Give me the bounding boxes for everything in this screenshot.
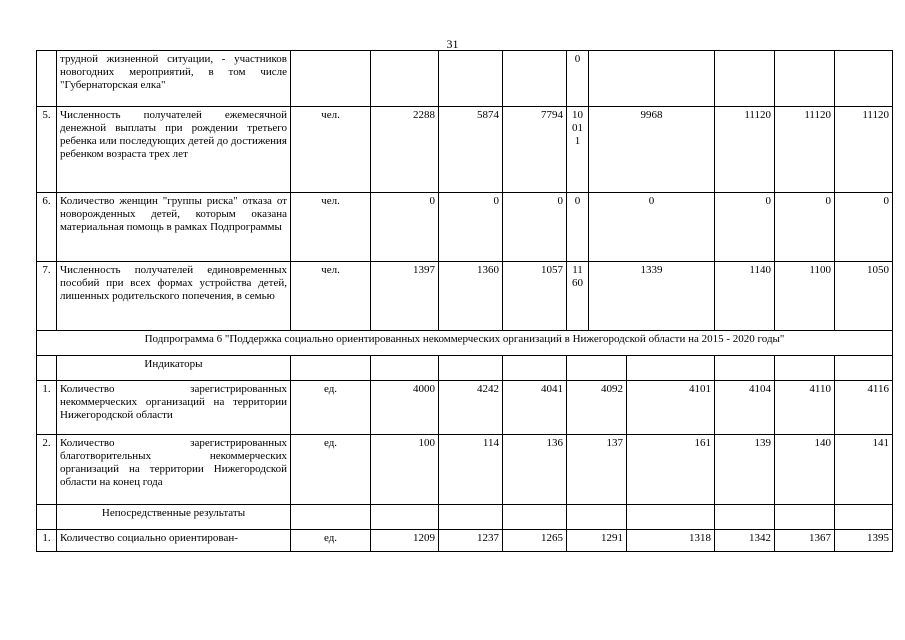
table-row <box>37 435 893 505</box>
value-cell: 0 <box>371 193 439 262</box>
value-cell: 1291 <box>567 530 627 552</box>
value-cell: 136 <box>503 435 567 505</box>
row-number <box>37 356 57 381</box>
empty-cell <box>291 356 371 381</box>
unit-cell: чел. <box>291 193 371 262</box>
value-cell <box>835 51 893 107</box>
row-number: 6. <box>37 193 57 262</box>
row-number: 5. <box>37 107 57 193</box>
value-cell: 4000 <box>371 381 439 435</box>
indicator-name: Численность получателей единовременных пособий при всех формах устройства детей, лишенных родительского попечения, в семью <box>57 262 291 331</box>
value-cell: 5874 <box>439 107 503 193</box>
empty-cell <box>715 356 775 381</box>
value-cell <box>371 51 439 107</box>
value-cell: 0 <box>589 193 715 262</box>
value-cell: 4092 <box>567 381 627 435</box>
table-row <box>37 107 893 193</box>
value-cell: 0 <box>835 193 893 262</box>
empty-cell <box>439 356 503 381</box>
value-cell: 2288 <box>371 107 439 193</box>
value-cell: 1367 <box>775 530 835 552</box>
value-cell <box>715 51 775 107</box>
empty-cell <box>439 505 503 530</box>
value-cell: 1339 <box>589 262 715 331</box>
value-cell: 4041 <box>503 381 567 435</box>
table-row <box>37 193 893 262</box>
value-cell: 137 <box>567 435 627 505</box>
value-cell: 11120 <box>715 107 775 193</box>
row-number <box>37 505 57 530</box>
table-row <box>37 262 893 331</box>
value-cell: 7794 <box>503 107 567 193</box>
empty-cell <box>627 356 715 381</box>
value-cell: 1050 <box>835 262 893 331</box>
value-cell: 139 <box>715 435 775 505</box>
indicator-name: Количество зарегистрированных благотворительных некоммерческих организаций на территории Нижегородской области на конец года <box>57 435 291 505</box>
value-cell: 140 <box>775 435 835 505</box>
subprogram-title: Подпрограмма 6 "Поддержка социально ориентированных некоммерческих организаций в Нижегородской области на 2015 - 2020 годы" <box>37 331 893 356</box>
empty-cell <box>835 505 893 530</box>
empty-cell <box>503 505 567 530</box>
empty-cell <box>715 505 775 530</box>
value-cell: 141 <box>835 435 893 505</box>
empty-cell <box>291 505 371 530</box>
empty-cell <box>567 356 627 381</box>
unit-cell: чел. <box>291 262 371 331</box>
value-cell: 4110 <box>775 381 835 435</box>
empty-cell <box>627 505 715 530</box>
value-cell: 4116 <box>835 381 893 435</box>
value-cell: 1360 <box>439 262 503 331</box>
section-header-indicators: Индикаторы <box>57 356 291 381</box>
table-row <box>37 51 893 107</box>
table-row <box>37 505 893 530</box>
value-cell: 4104 <box>715 381 775 435</box>
empty-cell <box>503 356 567 381</box>
row-number: 2. <box>37 435 57 505</box>
empty-cell <box>371 505 439 530</box>
value-cell: 0 <box>775 193 835 262</box>
value-cell: 1160 <box>567 262 589 331</box>
value-cell: 10011 <box>567 107 589 193</box>
unit-cell: чел. <box>291 107 371 193</box>
empty-cell <box>775 505 835 530</box>
value-cell: 1395 <box>835 530 893 552</box>
value-cell: 1057 <box>503 262 567 331</box>
value-cell: 11120 <box>835 107 893 193</box>
row-number: 7. <box>37 262 57 331</box>
empty-cell <box>835 356 893 381</box>
table-row <box>37 331 893 356</box>
value-cell: 4242 <box>439 381 503 435</box>
value-cell: 1140 <box>715 262 775 331</box>
value-cell <box>439 51 503 107</box>
unit-cell: ед. <box>291 435 371 505</box>
value-cell <box>775 51 835 107</box>
unit-cell <box>291 51 371 107</box>
indicators-table <box>36 50 893 552</box>
row-number <box>37 51 57 107</box>
indicator-name: Количество зарегистрированных некоммерческих организаций на территории Нижегородской области <box>57 381 291 435</box>
value-cell: 0 <box>439 193 503 262</box>
value-cell: 4101 <box>627 381 715 435</box>
value-cell: 11120 <box>775 107 835 193</box>
value-cell: 1342 <box>715 530 775 552</box>
value-cell: 0 <box>503 193 567 262</box>
table-row <box>37 356 893 381</box>
value-cell: 0 <box>567 51 589 107</box>
indicator-name: Количество социально ориентирован- <box>57 530 291 552</box>
value-cell: 0 <box>567 193 589 262</box>
empty-cell <box>775 356 835 381</box>
value-cell: 1100 <box>775 262 835 331</box>
value-cell <box>503 51 567 107</box>
value-cell: 161 <box>627 435 715 505</box>
row-number: 1. <box>37 530 57 552</box>
table-row <box>37 530 893 552</box>
value-cell: 9968 <box>589 107 715 193</box>
indicator-name: трудной жизненной ситуации, - участников новогодних мероприятий, в том числе "Губернаторская елка" <box>57 51 291 107</box>
unit-cell: ед. <box>291 381 371 435</box>
page-number: 31 <box>446 37 459 51</box>
unit-cell: ед. <box>291 530 371 552</box>
empty-cell <box>567 505 627 530</box>
value-cell: 1265 <box>503 530 567 552</box>
indicator-name: Численность получателей ежемесячной денежной выплаты при рождении третьего ребенка или последующих детей до достижения ребенком возраста трех лет <box>57 107 291 193</box>
table-row <box>37 381 893 435</box>
value-cell: 1397 <box>371 262 439 331</box>
row-number: 1. <box>37 381 57 435</box>
value-cell: 1318 <box>627 530 715 552</box>
value-cell: 100 <box>371 435 439 505</box>
indicator-name: Количество женщин "группы риска" отказа от новорожденных детей, которым оказана материальная помощь в рамках Подпрограммы <box>57 193 291 262</box>
value-cell: 114 <box>439 435 503 505</box>
value-cell <box>589 51 715 107</box>
section-header-direct-results: Непосредственные результаты <box>57 505 291 530</box>
empty-cell <box>371 356 439 381</box>
value-cell: 1209 <box>371 530 439 552</box>
value-cell: 0 <box>715 193 775 262</box>
value-cell: 1237 <box>439 530 503 552</box>
